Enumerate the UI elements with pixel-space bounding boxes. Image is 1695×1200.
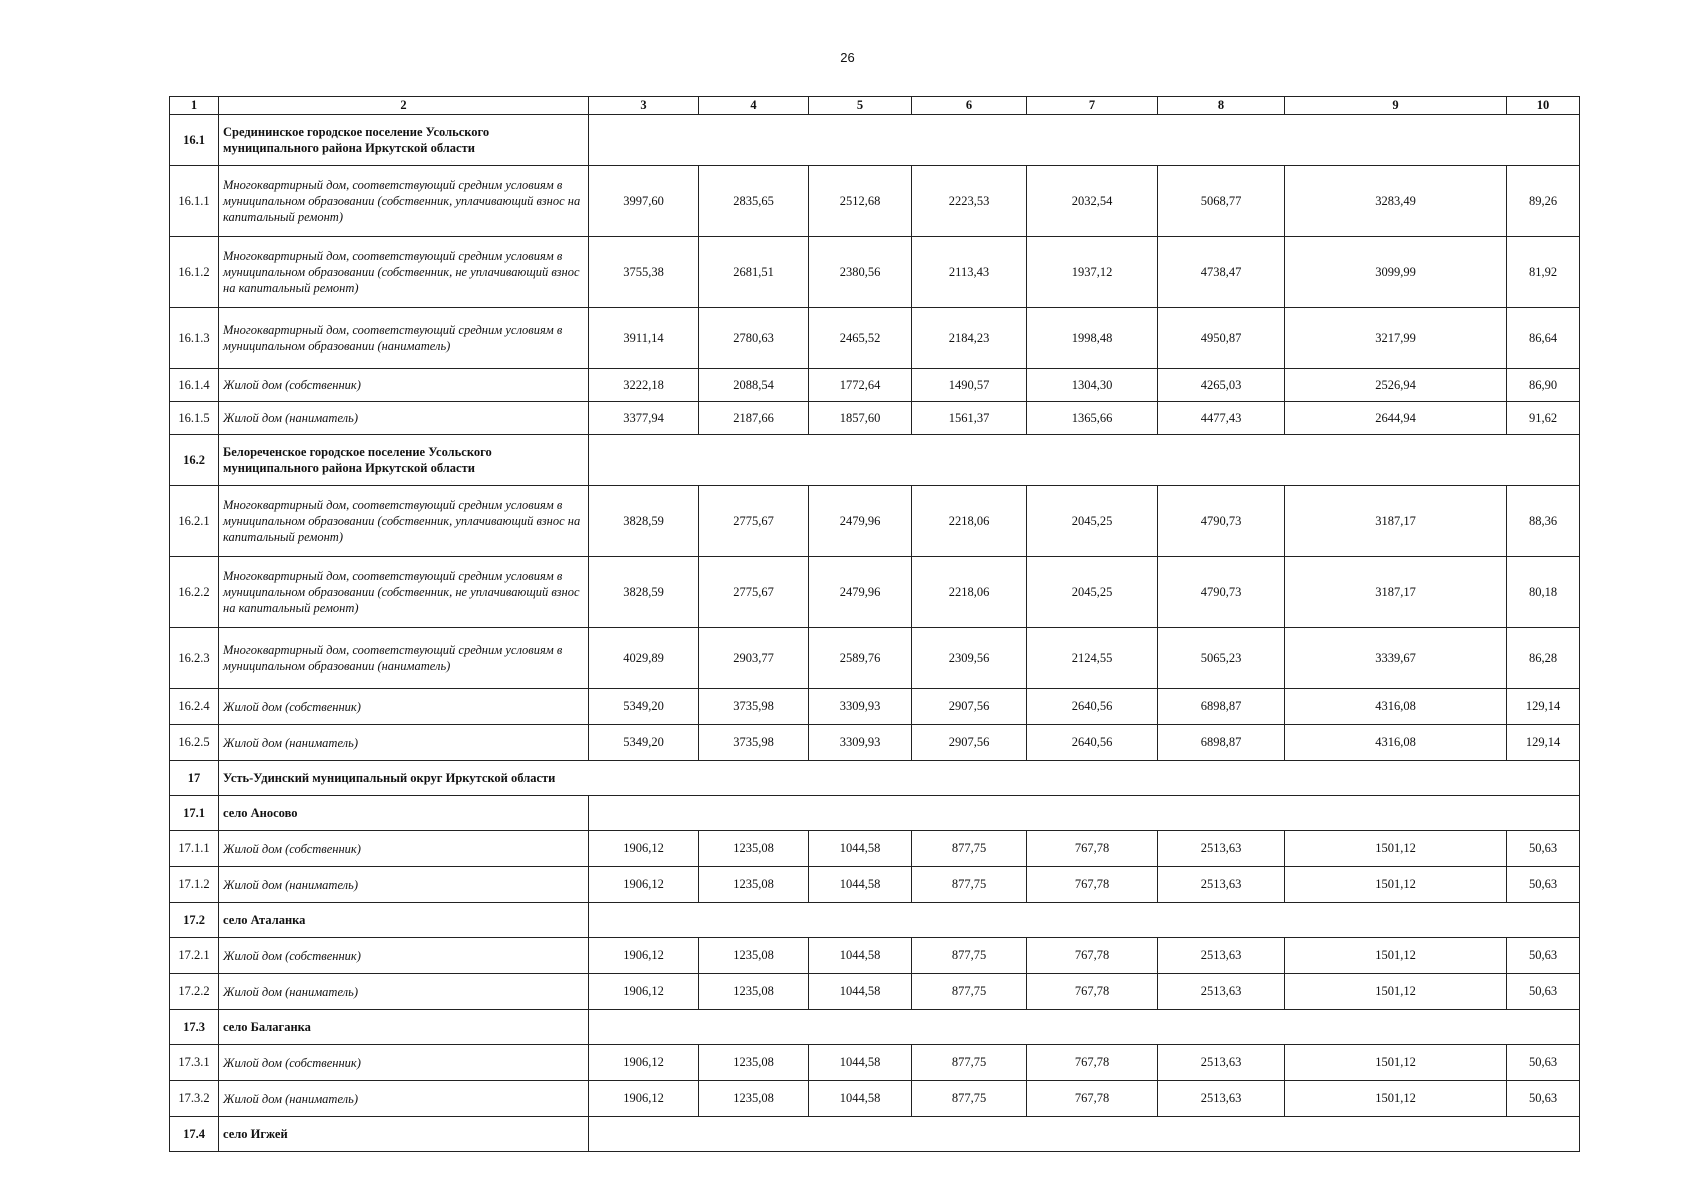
value-cell: 1235,08 bbox=[699, 867, 809, 903]
value-cell: 50,63 bbox=[1507, 1081, 1580, 1117]
value-cell: 3217,99 bbox=[1285, 308, 1507, 369]
row-label-cell: Многоквартирный дом, соответствующий средним условиям в муниципальном образовании (собственник, уплачивающий взнос на капитальный ремонт) bbox=[219, 166, 589, 237]
row-number-cell: 17.4 bbox=[170, 1117, 219, 1152]
empty-merged-cell bbox=[589, 903, 1580, 938]
value-cell: 3222,18 bbox=[589, 369, 699, 402]
value-cell: 1044,58 bbox=[809, 938, 912, 974]
empty-merged-cell bbox=[589, 796, 1580, 831]
column-header: 1 bbox=[170, 97, 219, 115]
value-cell: 767,78 bbox=[1027, 938, 1158, 974]
value-cell: 2124,55 bbox=[1027, 628, 1158, 689]
section-row bbox=[170, 796, 1580, 831]
value-cell: 5349,20 bbox=[589, 689, 699, 725]
value-cell: 3377,94 bbox=[589, 402, 699, 435]
row-label-cell: Усть-Удинский муниципальный округ Иркутской области bbox=[219, 761, 1580, 796]
row-label-cell: Жилой дом (наниматель) bbox=[219, 402, 589, 435]
tariff-table bbox=[169, 96, 1580, 1152]
value-cell: 50,63 bbox=[1507, 974, 1580, 1010]
value-cell: 1772,64 bbox=[809, 369, 912, 402]
value-cell: 1044,58 bbox=[809, 974, 912, 1010]
column-header: 7 bbox=[1027, 97, 1158, 115]
section-row bbox=[170, 1010, 1580, 1045]
table-row bbox=[170, 831, 1580, 867]
value-cell: 2088,54 bbox=[699, 369, 809, 402]
header-row bbox=[170, 97, 1580, 115]
value-cell: 1857,60 bbox=[809, 402, 912, 435]
row-number-cell: 16.2 bbox=[170, 435, 219, 486]
value-cell: 1906,12 bbox=[589, 974, 699, 1010]
value-cell: 129,14 bbox=[1507, 689, 1580, 725]
value-cell: 2513,63 bbox=[1158, 974, 1285, 1010]
value-cell: 5349,20 bbox=[589, 725, 699, 761]
value-cell: 877,75 bbox=[912, 938, 1027, 974]
row-number-cell: 17.2.1 bbox=[170, 938, 219, 974]
value-cell: 2218,06 bbox=[912, 486, 1027, 557]
row-number-cell: 16.2.3 bbox=[170, 628, 219, 689]
row-number-cell: 16.2.1 bbox=[170, 486, 219, 557]
section-row bbox=[170, 903, 1580, 938]
value-cell: 767,78 bbox=[1027, 974, 1158, 1010]
column-header: 4 bbox=[699, 97, 809, 115]
table-row bbox=[170, 867, 1580, 903]
column-header: 5 bbox=[809, 97, 912, 115]
value-cell: 5068,77 bbox=[1158, 166, 1285, 237]
value-cell: 88,36 bbox=[1507, 486, 1580, 557]
row-label-cell: Жилой дом (наниматель) bbox=[219, 867, 589, 903]
value-cell: 4950,87 bbox=[1158, 308, 1285, 369]
row-number-cell: 16.2.5 bbox=[170, 725, 219, 761]
empty-merged-cell bbox=[589, 1117, 1580, 1152]
value-cell: 2113,43 bbox=[912, 237, 1027, 308]
value-cell: 2479,96 bbox=[809, 486, 912, 557]
table-row bbox=[170, 1081, 1580, 1117]
value-cell: 1235,08 bbox=[699, 974, 809, 1010]
row-number-cell: 17.1 bbox=[170, 796, 219, 831]
district-row bbox=[170, 761, 1580, 796]
value-cell: 2640,56 bbox=[1027, 689, 1158, 725]
value-cell: 4265,03 bbox=[1158, 369, 1285, 402]
value-cell: 1906,12 bbox=[589, 1045, 699, 1081]
value-cell: 2223,53 bbox=[912, 166, 1027, 237]
value-cell: 86,90 bbox=[1507, 369, 1580, 402]
value-cell: 2045,25 bbox=[1027, 557, 1158, 628]
value-cell: 1235,08 bbox=[699, 1045, 809, 1081]
value-cell: 1501,12 bbox=[1285, 1081, 1507, 1117]
row-number-cell: 16.2.2 bbox=[170, 557, 219, 628]
value-cell: 2907,56 bbox=[912, 725, 1027, 761]
row-number-cell: 16.1 bbox=[170, 115, 219, 166]
value-cell: 3187,17 bbox=[1285, 486, 1507, 557]
table-row bbox=[170, 689, 1580, 725]
row-number-cell: 16.1.2 bbox=[170, 237, 219, 308]
value-cell: 4316,08 bbox=[1285, 689, 1507, 725]
value-cell: 1044,58 bbox=[809, 831, 912, 867]
value-cell: 1561,37 bbox=[912, 402, 1027, 435]
value-cell: 4029,89 bbox=[589, 628, 699, 689]
value-cell: 767,78 bbox=[1027, 831, 1158, 867]
value-cell: 2513,63 bbox=[1158, 938, 1285, 974]
value-cell: 1906,12 bbox=[589, 938, 699, 974]
table-row bbox=[170, 308, 1580, 369]
value-cell: 1937,12 bbox=[1027, 237, 1158, 308]
value-cell: 2640,56 bbox=[1027, 725, 1158, 761]
value-cell: 6898,87 bbox=[1158, 689, 1285, 725]
row-label-cell: Многоквартирный дом, соответствующий средним условиям в муниципальном образовании (наниматель) bbox=[219, 628, 589, 689]
value-cell: 3099,99 bbox=[1285, 237, 1507, 308]
value-cell: 767,78 bbox=[1027, 1045, 1158, 1081]
value-cell: 1906,12 bbox=[589, 1081, 699, 1117]
row-number-cell: 17.2.2 bbox=[170, 974, 219, 1010]
column-header: 8 bbox=[1158, 97, 1285, 115]
empty-merged-cell bbox=[589, 1010, 1580, 1045]
value-cell: 877,75 bbox=[912, 1045, 1027, 1081]
section-row bbox=[170, 115, 1580, 166]
row-number-cell: 17.2 bbox=[170, 903, 219, 938]
row-number-cell: 17.1.2 bbox=[170, 867, 219, 903]
value-cell: 1501,12 bbox=[1285, 1045, 1507, 1081]
value-cell: 89,26 bbox=[1507, 166, 1580, 237]
row-label-cell: Жилой дом (наниматель) bbox=[219, 725, 589, 761]
row-number-cell: 17.3.2 bbox=[170, 1081, 219, 1117]
column-header: 6 bbox=[912, 97, 1027, 115]
row-label-cell: Жилой дом (наниматель) bbox=[219, 1081, 589, 1117]
value-cell: 1235,08 bbox=[699, 831, 809, 867]
empty-merged-cell bbox=[589, 435, 1580, 486]
value-cell: 1906,12 bbox=[589, 831, 699, 867]
row-label-cell: Жилой дом (собственник) bbox=[219, 369, 589, 402]
column-header: 2 bbox=[219, 97, 589, 115]
row-number-cell: 17.1.1 bbox=[170, 831, 219, 867]
value-cell: 50,63 bbox=[1507, 831, 1580, 867]
table-row bbox=[170, 166, 1580, 237]
value-cell: 2589,76 bbox=[809, 628, 912, 689]
value-cell: 877,75 bbox=[912, 867, 1027, 903]
value-cell: 1365,66 bbox=[1027, 402, 1158, 435]
value-cell: 50,63 bbox=[1507, 1045, 1580, 1081]
table-row bbox=[170, 557, 1580, 628]
value-cell: 1501,12 bbox=[1285, 974, 1507, 1010]
row-label-cell: село Аносово bbox=[219, 796, 589, 831]
value-cell: 3828,59 bbox=[589, 486, 699, 557]
value-cell: 86,28 bbox=[1507, 628, 1580, 689]
value-cell: 2512,68 bbox=[809, 166, 912, 237]
value-cell: 3187,17 bbox=[1285, 557, 1507, 628]
row-label-cell: Многоквартирный дом, соответствующий средним условиям в муниципальном образовании (наниматель) bbox=[219, 308, 589, 369]
value-cell: 2218,06 bbox=[912, 557, 1027, 628]
value-cell: 2479,96 bbox=[809, 557, 912, 628]
value-cell: 4790,73 bbox=[1158, 557, 1285, 628]
row-number-cell: 17.3 bbox=[170, 1010, 219, 1045]
value-cell: 2513,63 bbox=[1158, 831, 1285, 867]
table-body bbox=[170, 97, 1580, 1152]
row-label-cell: Жилой дом (собственник) bbox=[219, 831, 589, 867]
value-cell: 767,78 bbox=[1027, 1081, 1158, 1117]
column-header: 3 bbox=[589, 97, 699, 115]
empty-merged-cell bbox=[589, 115, 1580, 166]
value-cell: 2380,56 bbox=[809, 237, 912, 308]
value-cell: 3735,98 bbox=[699, 725, 809, 761]
value-cell: 1304,30 bbox=[1027, 369, 1158, 402]
row-label-cell: Жилой дом (собственник) bbox=[219, 938, 589, 974]
section-row bbox=[170, 1117, 1580, 1152]
value-cell: 877,75 bbox=[912, 831, 1027, 867]
row-label-cell: Многоквартирный дом, соответствующий средним условиям в муниципальном образовании (собственник, уплачивающий взнос на капитальный ремонт) bbox=[219, 486, 589, 557]
value-cell: 3735,98 bbox=[699, 689, 809, 725]
row-number-cell: 16.1.3 bbox=[170, 308, 219, 369]
value-cell: 2465,52 bbox=[809, 308, 912, 369]
value-cell: 5065,23 bbox=[1158, 628, 1285, 689]
value-cell: 2907,56 bbox=[912, 689, 1027, 725]
value-cell: 2045,25 bbox=[1027, 486, 1158, 557]
table-row bbox=[170, 938, 1580, 974]
value-cell: 3283,49 bbox=[1285, 166, 1507, 237]
value-cell: 2903,77 bbox=[699, 628, 809, 689]
row-label-cell: село Балаганка bbox=[219, 1010, 589, 1045]
column-header: 10 bbox=[1507, 97, 1580, 115]
value-cell: 2780,63 bbox=[699, 308, 809, 369]
value-cell: 767,78 bbox=[1027, 867, 1158, 903]
value-cell: 1501,12 bbox=[1285, 831, 1507, 867]
value-cell: 1044,58 bbox=[809, 1045, 912, 1081]
column-header: 9 bbox=[1285, 97, 1507, 115]
value-cell: 91,62 bbox=[1507, 402, 1580, 435]
value-cell: 3755,38 bbox=[589, 237, 699, 308]
value-cell: 1044,58 bbox=[809, 867, 912, 903]
value-cell: 2644,94 bbox=[1285, 402, 1507, 435]
value-cell: 4790,73 bbox=[1158, 486, 1285, 557]
value-cell: 1490,57 bbox=[912, 369, 1027, 402]
row-label-cell: Жилой дом (наниматель) bbox=[219, 974, 589, 1010]
value-cell: 877,75 bbox=[912, 1081, 1027, 1117]
value-cell: 2513,63 bbox=[1158, 867, 1285, 903]
row-label-cell: Многоквартирный дом, соответствующий средним условиям в муниципальном образовании (собственник, не уплачивающий взнос на капитальный ремонт) bbox=[219, 557, 589, 628]
value-cell: 1044,58 bbox=[809, 1081, 912, 1117]
table-row bbox=[170, 1045, 1580, 1081]
value-cell: 1906,12 bbox=[589, 867, 699, 903]
value-cell: 4316,08 bbox=[1285, 725, 1507, 761]
row-number-cell: 16.1.1 bbox=[170, 166, 219, 237]
table-row bbox=[170, 628, 1580, 689]
value-cell: 1235,08 bbox=[699, 1081, 809, 1117]
table-row bbox=[170, 974, 1580, 1010]
value-cell: 2513,63 bbox=[1158, 1045, 1285, 1081]
row-label-cell: село Аталанка bbox=[219, 903, 589, 938]
value-cell: 2184,23 bbox=[912, 308, 1027, 369]
table-row bbox=[170, 402, 1580, 435]
value-cell: 3339,67 bbox=[1285, 628, 1507, 689]
value-cell: 2032,54 bbox=[1027, 166, 1158, 237]
row-label-cell: Средининское городское поселение Усольского муниципального района Иркутской области bbox=[219, 115, 589, 166]
value-cell: 1998,48 bbox=[1027, 308, 1158, 369]
value-cell: 2835,65 bbox=[699, 166, 809, 237]
row-number-cell: 16.2.4 bbox=[170, 689, 219, 725]
table-row bbox=[170, 486, 1580, 557]
value-cell: 1235,08 bbox=[699, 938, 809, 974]
page-number: 26 bbox=[840, 50, 855, 65]
row-label-cell: Многоквартирный дом, соответствующий средним условиям в муниципальном образовании (собственник, не уплачивающий взнос на капитальный ремонт) bbox=[219, 237, 589, 308]
row-number-cell: 17.3.1 bbox=[170, 1045, 219, 1081]
value-cell: 2775,67 bbox=[699, 557, 809, 628]
value-cell: 3309,93 bbox=[809, 725, 912, 761]
value-cell: 80,18 bbox=[1507, 557, 1580, 628]
value-cell: 4477,43 bbox=[1158, 402, 1285, 435]
value-cell: 2775,67 bbox=[699, 486, 809, 557]
value-cell: 3911,14 bbox=[589, 308, 699, 369]
table-row bbox=[170, 237, 1580, 308]
value-cell: 2187,66 bbox=[699, 402, 809, 435]
value-cell: 1501,12 bbox=[1285, 938, 1507, 974]
value-cell: 877,75 bbox=[912, 974, 1027, 1010]
value-cell: 4738,47 bbox=[1158, 237, 1285, 308]
value-cell: 3997,60 bbox=[589, 166, 699, 237]
value-cell: 2526,94 bbox=[1285, 369, 1507, 402]
row-label-cell: Белореченское городское поселение Усольского муниципального района Иркутской области bbox=[219, 435, 589, 486]
table-row bbox=[170, 369, 1580, 402]
section-row bbox=[170, 435, 1580, 486]
value-cell: 2681,51 bbox=[699, 237, 809, 308]
row-label-cell: село Игжей bbox=[219, 1117, 589, 1152]
value-cell: 50,63 bbox=[1507, 938, 1580, 974]
value-cell: 1501,12 bbox=[1285, 867, 1507, 903]
value-cell: 2513,63 bbox=[1158, 1081, 1285, 1117]
value-cell: 2309,56 bbox=[912, 628, 1027, 689]
value-cell: 81,92 bbox=[1507, 237, 1580, 308]
row-number-cell: 16.1.5 bbox=[170, 402, 219, 435]
row-number-cell: 17 bbox=[170, 761, 219, 796]
value-cell: 129,14 bbox=[1507, 725, 1580, 761]
row-number-cell: 16.1.4 bbox=[170, 369, 219, 402]
value-cell: 50,63 bbox=[1507, 867, 1580, 903]
row-label-cell: Жилой дом (собственник) bbox=[219, 689, 589, 725]
value-cell: 6898,87 bbox=[1158, 725, 1285, 761]
value-cell: 86,64 bbox=[1507, 308, 1580, 369]
table-row bbox=[170, 725, 1580, 761]
row-label-cell: Жилой дом (собственник) bbox=[219, 1045, 589, 1081]
value-cell: 3309,93 bbox=[809, 689, 912, 725]
value-cell: 3828,59 bbox=[589, 557, 699, 628]
